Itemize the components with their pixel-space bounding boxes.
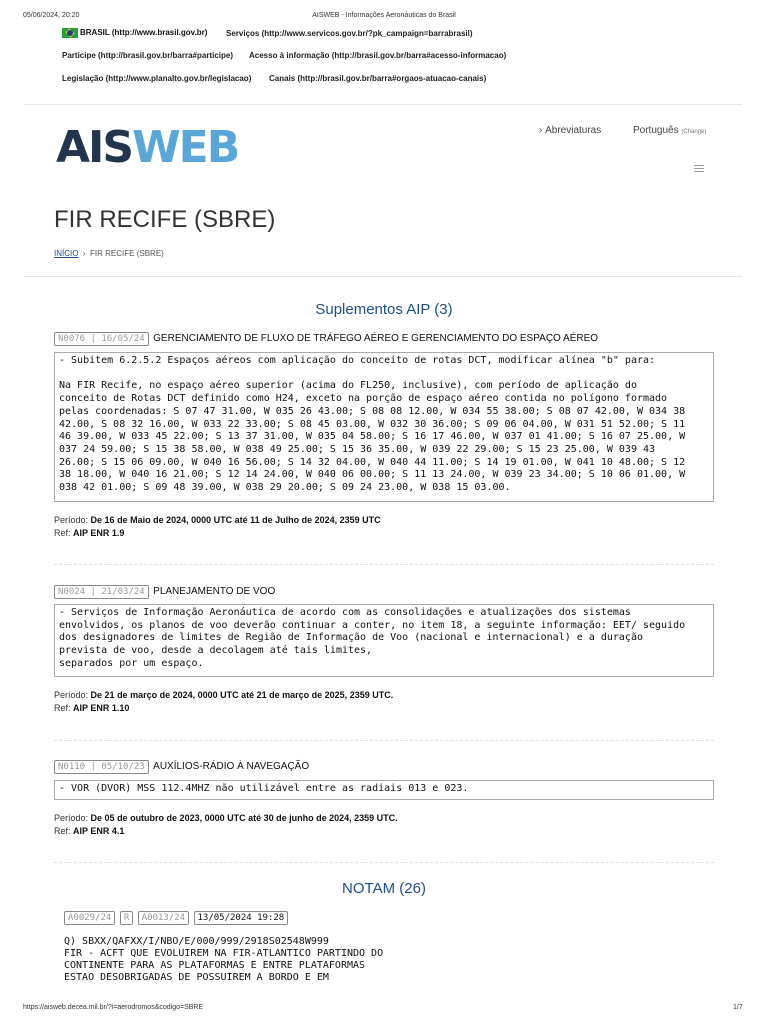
suplemento-text: - Serviços de Informação Aeronáutica de acordo com as consolidações e atualizações dos sistemas envolvidos, os planos de voo deverão continuar a conter, no item 18, a seguinte informação: EET/ seguido dos designadores de limites de Região de Informação de Voo (nacional e internacional) e a duração prevista de voo, desde a decolagem até tais limites, separados por um espaço. [54,604,714,677]
print-footer-page: 1/7 [733,1004,743,1011]
suplemento-title: PLANEJAMENTO DE VOO [153,586,276,597]
gov-link-servicos[interactable]: Serviços (http://www.servicos.gov.br/?pk_campaign=barrabrasil) [226,29,473,38]
chevron-right-icon: › [539,125,546,136]
suplemento-text: - VOR (DVOR) MSS 112.4MHZ não utilizável entre as radiais 013 e 023. [54,780,714,800]
notam-badges [64,907,288,925]
suplemento-periodo: Período: De 16 de Maio de 2024, 0000 UTC até 11 de Julho de 2024, 2359 UTC [54,515,381,525]
breadcrumb-current: FIR RECIFE (SBRE) [90,249,164,258]
brazil-flag-icon [62,28,78,38]
suplemento-periodo: Período: De 05 de outubro de 2023, 0000 UTC até 30 de junho de 2024, 2359 UTC. [54,813,398,823]
suplemento-periodo: Período: De 21 de março de 2024, 0000 UTC até 21 de março de 2025, 2359 UTC. [54,690,394,700]
suplementos-heading: Suplementos AIP (3) [315,301,453,318]
gov-link-participe[interactable]: Participe (http://brasil.gov.br/barra#participe) [62,51,233,60]
suplemento-badge[interactable]: N0076 | 16/05/24 [54,332,149,346]
page-title: FIR RECIFE (SBRE) [54,206,276,233]
gov-link-legislacao[interactable]: Legislação (http://www.planalto.gov.br/legislacao) [62,74,252,83]
notam-id-badge[interactable]: A0029/24 [64,911,115,925]
divider [54,564,714,565]
suplemento-title: AUXÍLIOS-RÁDIO À NAVEGAÇÃO [153,761,310,772]
notam-type-badge: R [120,911,133,925]
suplemento-ref: Ref: AIP ENR 1.9 [54,528,125,538]
hamburger-menu-icon[interactable] [694,165,704,172]
divider [54,862,714,863]
chevron-right-icon: › [80,249,88,258]
suplemento-badge[interactable]: N0024 | 21/03/24 [54,585,149,599]
aisweb-logo[interactable] [56,122,238,173]
breadcrumb [54,249,164,258]
suplemento-text: - Subitem 6.2.5.2 Espaços aéreos com aplicação do conceito de rotas DCT, modificar alínea "b" para: Na FIR Recife, no espaço aéreo superior (acima do FL250, inclusive), com período de aplicação do conceito de Rotas DCT definido como H24, exceto na porção de espaço aéreo contida no polígono formado pelas coordenadas: S 07 47 31.00, W 035 26 43.00; S 08 08 12.00, W 034 55 38.00; S 08 07 42.00, W 034 38 42.00, S 08 32 16.00, W 033 22 33.00; S 08 45 03.00, W 032 30 36.00; S 09 06 04.00, W 031 51 52.00; S 11 46 39.00, W 033 45 22.00; S 13 37 31.00, W 035 04 58.00; S 16 17 46.00, W 037 01 41.00; S 16 07 25.00, W 037 24 59.00; S 15 38 58.00, W 038 49 25.00; S 15 36 35.00, W 039 22 29.00; S 15 23 25.00, W 039 43 26.00; S 15 06 09.00, W 040 16 56.00; S 14 32 04.00, W 040 44 11.00; S 14 19 01.00, W 041 10 48.00; S 12 38 18.00, W 040 16 21.00; S 12 14 24.00, W 040 06 00.00; S 11 13 24.00, W 039 23 34.00; S 10 06 01.00, W 038 42 01.00; S 09 48 39.00, W 038 29 20.00; S 09 24 23.00, W 038 15 03.00. [54,352,714,502]
notam-text: Q) SBXX/QAFXX/I/NBO/E/000/999/2918S02548W999 FIR - ACFT QUE EVOLUIREM NA FIR-ATLANTICO PARTINDO DO CONTINENTE PARA AS PLATAFORMAS E ENTRE PLATAFORMAS ESTAO DESOBRIGADAS DE POSSUIREM A BORDO E EM [64,936,384,983]
suplemento-ref: Ref: AIP ENR 1.10 [54,703,130,713]
print-title: AISWEB - Informações Aeronáuticas do Brasil [312,12,456,19]
logo-web: WEB [132,122,239,173]
divider [54,740,714,741]
suplemento-badge[interactable]: N0110 | 05/10/23 [54,760,149,774]
suplemento-ref: Ref: AIP ENR 4.1 [54,826,125,836]
suplemento-title: GERENCIAMENTO DE FLUXO DE TRÁFEGO AÉREO E GERENCIAMENTO DO ESPAÇO AÉREO [153,333,599,344]
suplemento-item [54,756,309,774]
breadcrumb-home[interactable]: INÍCIO [54,249,79,258]
print-footer-url: https://aisweb.decea.mil.br/?i=aerodromos&codigo=SBRE [23,1004,204,1011]
suplemento-item [54,328,598,346]
nav-abreviaturas[interactable]: › Abreviaturas [539,125,602,136]
divider [24,104,742,105]
notam-ref-badge[interactable]: A0013/24 [138,911,189,925]
notam-date-badge: 13/05/2024 19:28 [194,911,289,925]
logo-ais: AIS [56,122,133,173]
divider [24,276,742,277]
language-selector[interactable]: Português (Change) [633,125,707,136]
gov-link-brasil[interactable]: BRASIL (http://www.brasil.gov.br) [62,28,207,38]
gov-link-acesso[interactable]: Acesso à informação (http://brasil.gov.br/barra#acesso-informacao) [249,51,507,60]
suplemento-item [54,581,275,599]
print-datetime: 05/06/2024, 20:20 [23,12,80,19]
gov-link-canais[interactable]: Canais (http://brasil.gov.br/barra#orgaos-atuacao-canais) [269,74,487,83]
notam-heading: NOTAM (26) [342,880,426,897]
